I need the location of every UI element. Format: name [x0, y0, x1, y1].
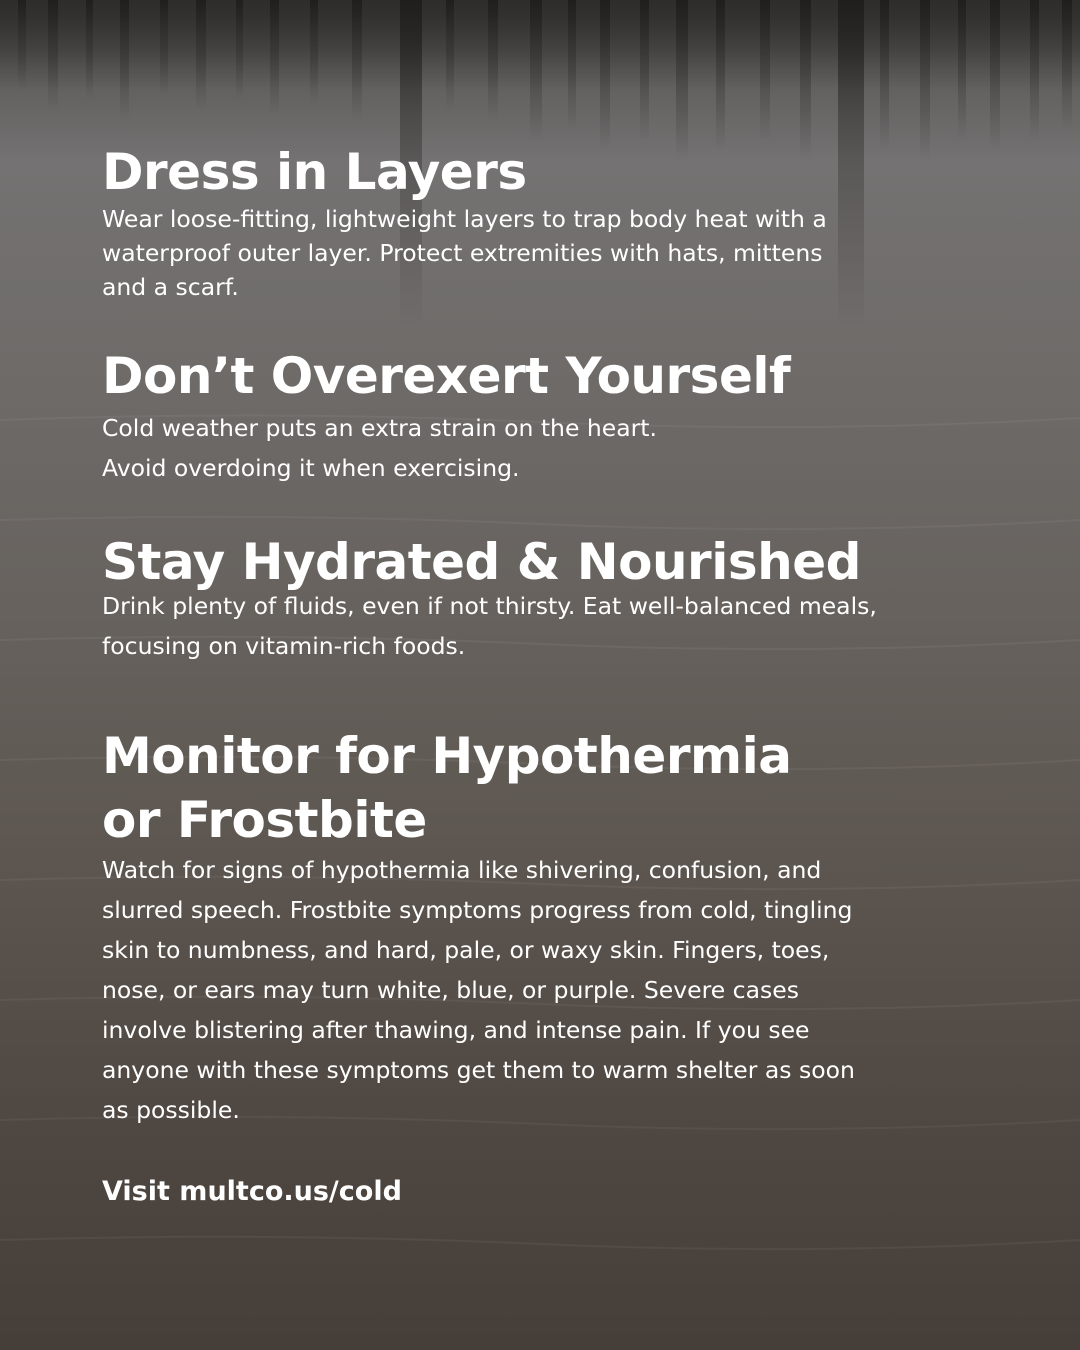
tip-heading: Monitor for Hypothermia or Frostbite: [102, 727, 792, 849]
tip-text: Cold weather puts an extra strain on the heart. Avoid overdoing it when exercising.: [102, 414, 657, 482]
tip-text: Drink plenty of fluids, even if not thirsty. Eat well-balanced meals, focusing on vitamin-rich foods.: [102, 592, 877, 660]
tip-text: Wear loose-fitting, lightweight layers to trap body heat with a waterproof outer layer. Protect extremities with hats, mittens and a scarf.: [102, 205, 827, 301]
tip-heading: Stay Hydrated & Nourished: [102, 533, 861, 591]
tip-monitor-hypothermia: [102, 724, 1022, 1130]
tip-heading: Don’t Overexert Yourself: [102, 347, 791, 405]
tip-stay-hydrated: [102, 530, 1022, 666]
footer-link-text: Visit multco.us/cold: [102, 1176, 402, 1207]
tip-dont-overexert: [102, 344, 1022, 488]
tip-heading: Dress in Layers: [102, 143, 527, 201]
tip-text: Watch for signs of hypothermia like shivering, confusion, and slurred speech. Frostbite symptoms progress from cold, tingling skin to numbness, and hard, pale, or waxy skin. Fingers, toes, nose, or ears may turn white, blue, or purple. Severe cases involve blistering after thawing, and intense pain. If you see anyone with these symptoms get them to warm shelter as soon as possible.: [102, 856, 855, 1124]
tip-dress-in-layers: [102, 140, 1022, 304]
cold-weather-tips: [102, 140, 1022, 1212]
